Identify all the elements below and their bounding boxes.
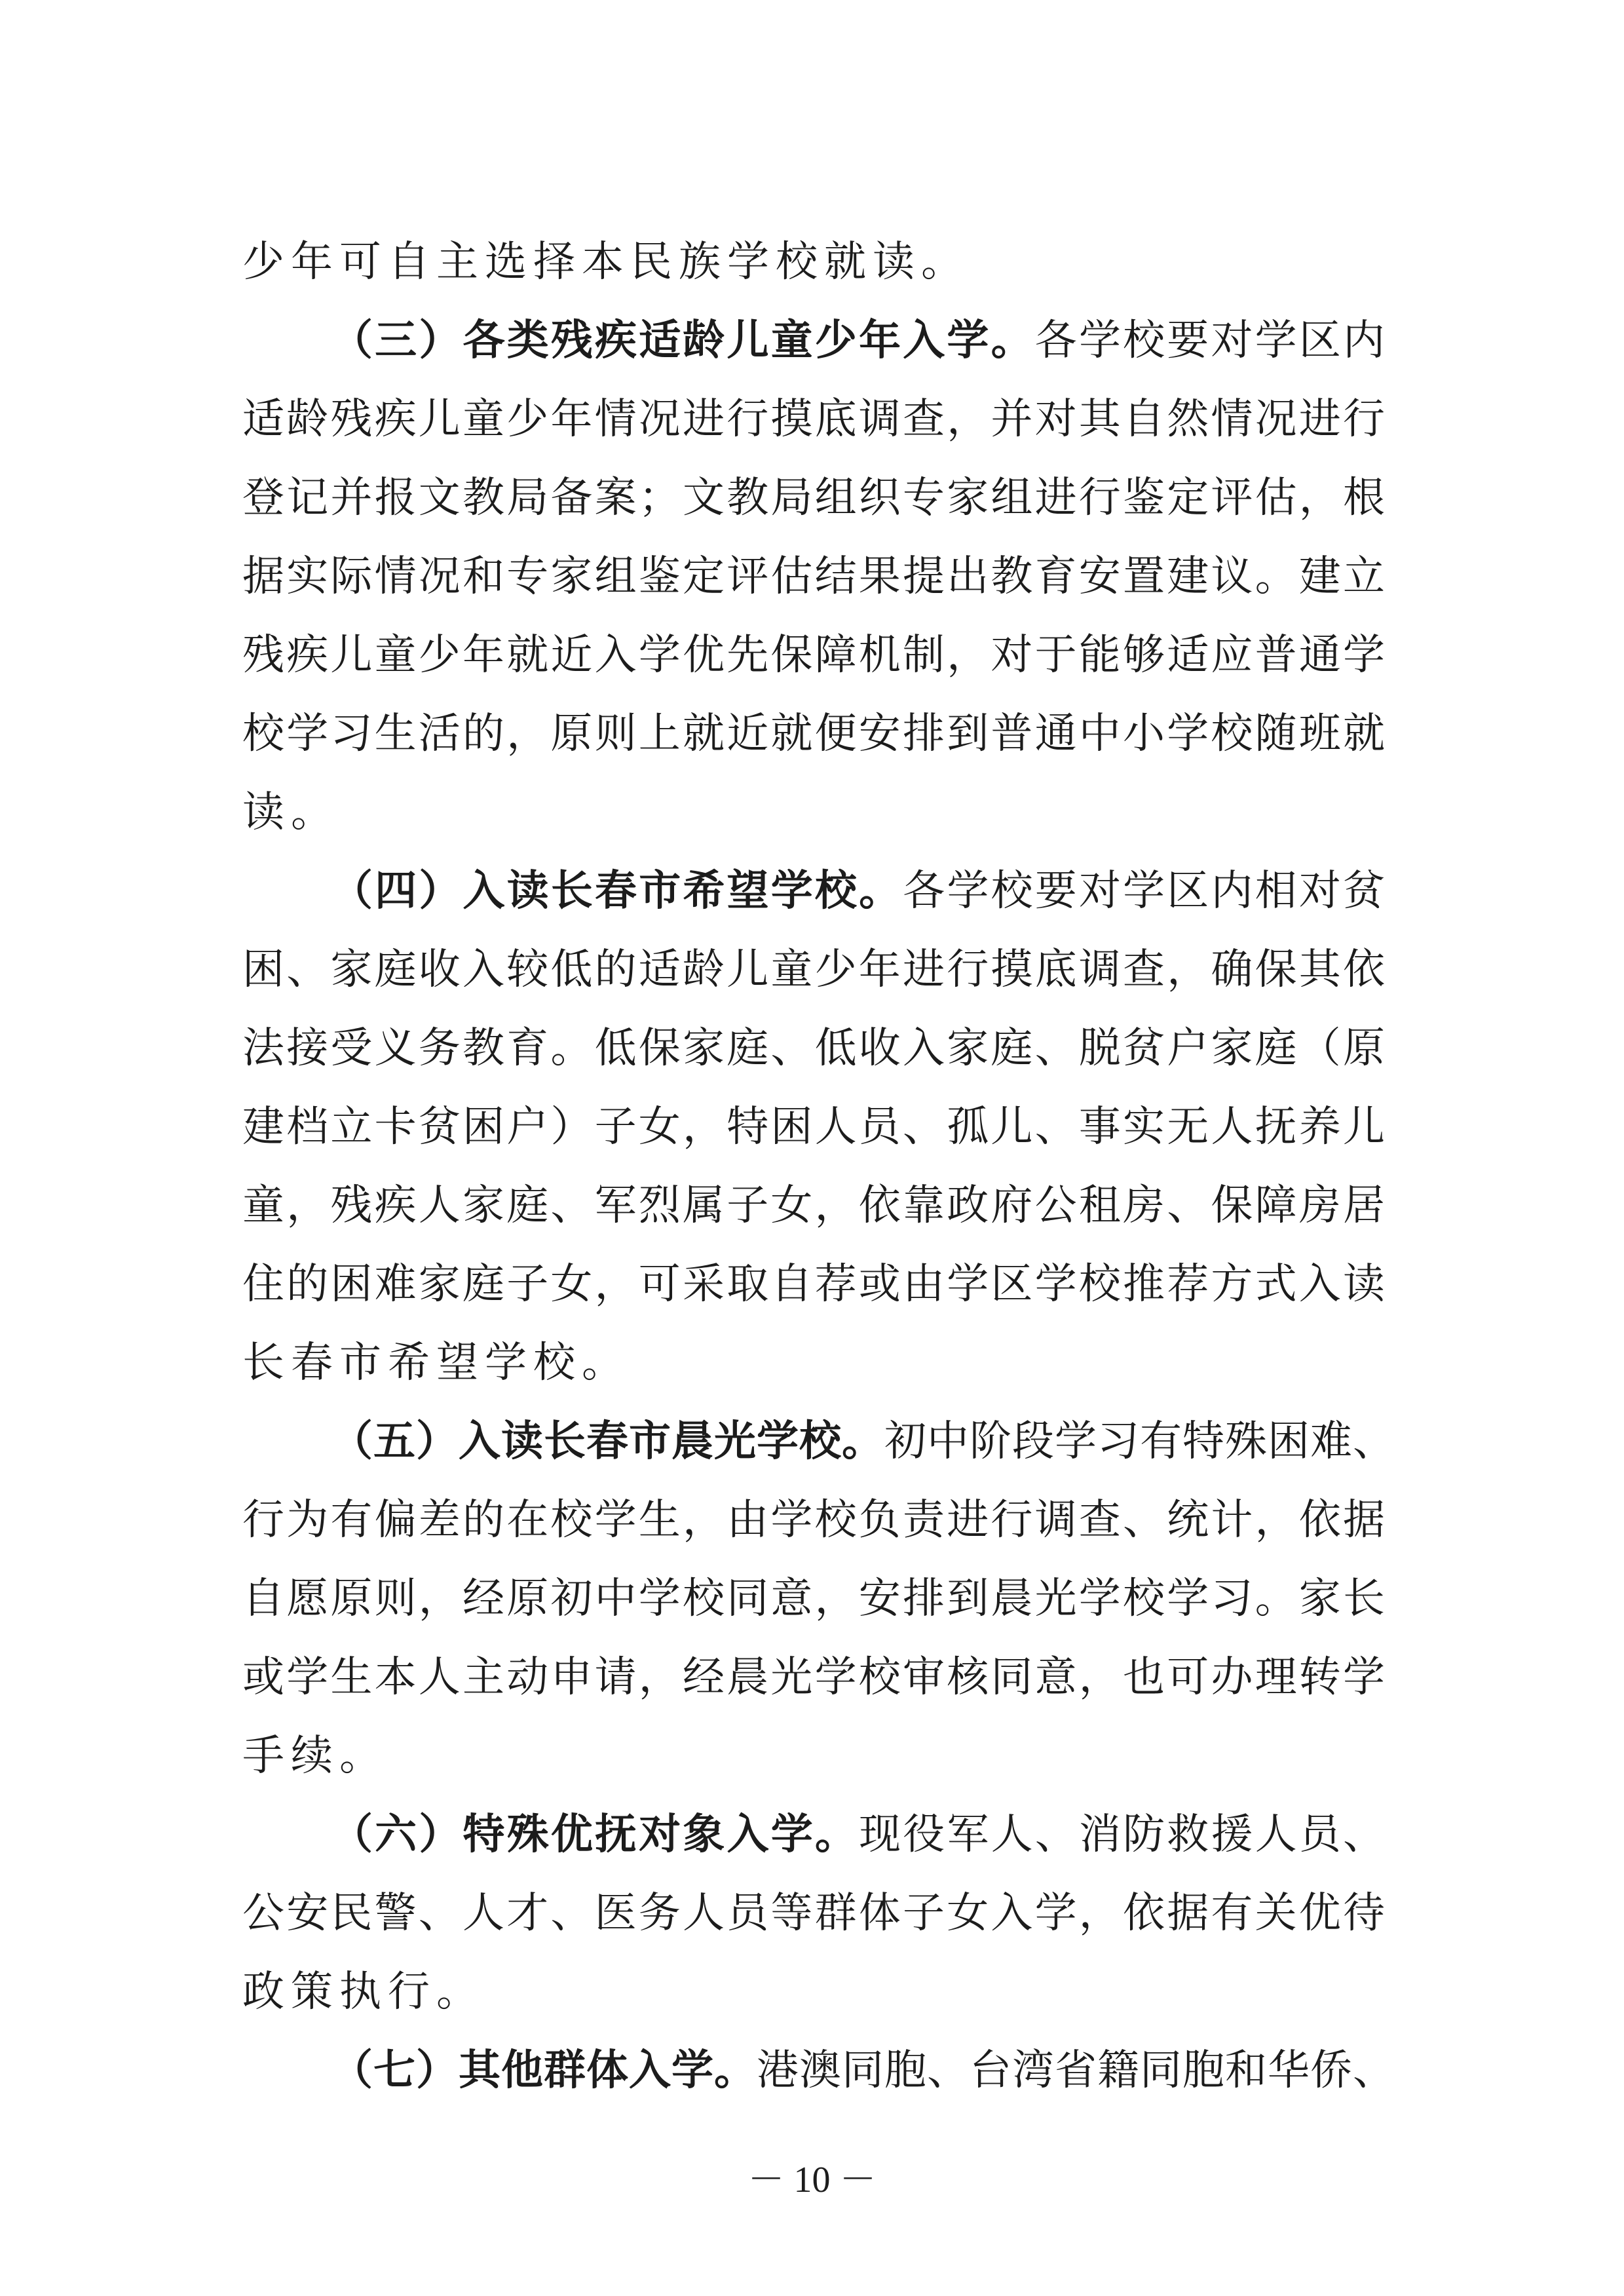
text-line: 困、家庭收入较低的适龄儿童少年进行摸底调查，确保其依: [242, 946, 1386, 994]
section-heading: （五）入读长春市晨光学校。: [331, 1417, 884, 1466]
text-line: 少年可自主选择本民族学校就读。: [242, 238, 970, 286]
text-line: 童，残疾人家庭、军烈属子女，依靠政府公租房、保障房居: [242, 1181, 1386, 1230]
text-line: 或学生本人主动申请，经晨光学校审核同意，也可办理转学: [242, 1653, 1386, 1702]
text-line: 法接受义务教育。低保家庭、低收入家庭、脱贫户家庭（原: [242, 1024, 1386, 1073]
text-line: 政策执行。: [242, 1968, 485, 2016]
text-line: 公安民警、人才、医务人员等群体子女入学，依据有关优待: [242, 1889, 1386, 1938]
text-line: 适龄残疾儿童少年情况进行摸底调查，并对其自然情况进行: [242, 395, 1386, 444]
text-line: 建档立卡贫困户）子女，特困人员、孤儿、事实无人抚养儿: [242, 1103, 1386, 1151]
text-line: 住的困难家庭子女，可采取自荐或由学区学校推荐方式入读: [242, 1260, 1386, 1309]
text-line: 残疾儿童少年就近入学优先保障机制，对于能够适应普通学: [242, 631, 1386, 679]
section-heading-line: （五）入读长春市晨光学校。初中阶段学习有特殊困难、: [331, 1417, 1395, 1466]
text-line: 读。: [242, 788, 339, 837]
text-line: 据实际情况和专家组鉴定评估结果提出教育安置建议。建立: [242, 552, 1386, 601]
text-line: 行为有偏差的在校学生，由学校负责进行调查、统计，依据: [242, 1496, 1386, 1544]
section-heading: （六）特殊优抚对象入学。: [331, 1810, 859, 1859]
section-heading: （四）入读长春市希望学校。: [331, 866, 903, 915]
text-line: 自愿原则，经原初中学校同意，安排到晨光学校学习。家长: [242, 1575, 1386, 1623]
section-heading: （三）各类残疾适龄儿童少年入学。: [331, 316, 1035, 365]
text-line: 校学习生活的，原则上就近就便安排到普通中小学校随班就: [242, 710, 1386, 758]
section-heading-line: （四）入读长春市希望学校。各学校要对学区内相对贫: [331, 866, 1386, 915]
text-line: 手续。: [242, 1732, 388, 1780]
text-line: 长春市希望学校。: [242, 1339, 630, 1387]
section-heading: （七）其他群体入学。: [331, 2046, 757, 2095]
section-heading-line: （七）其他群体入学。港澳同胞、台湾省籍同胞和华侨、: [331, 2046, 1395, 2095]
section-heading-line: （三）各类残疾适龄儿童少年入学。各学校要对学区内: [331, 316, 1386, 365]
section-heading-line: （六）特殊优抚对象入学。现役军人、消防救援人员、: [331, 1810, 1386, 1859]
text-line: 登记并报文教局备案；文教局组织专家组进行鉴定评估，根: [242, 474, 1386, 522]
page-number: － 10 －: [747, 2160, 877, 2200]
